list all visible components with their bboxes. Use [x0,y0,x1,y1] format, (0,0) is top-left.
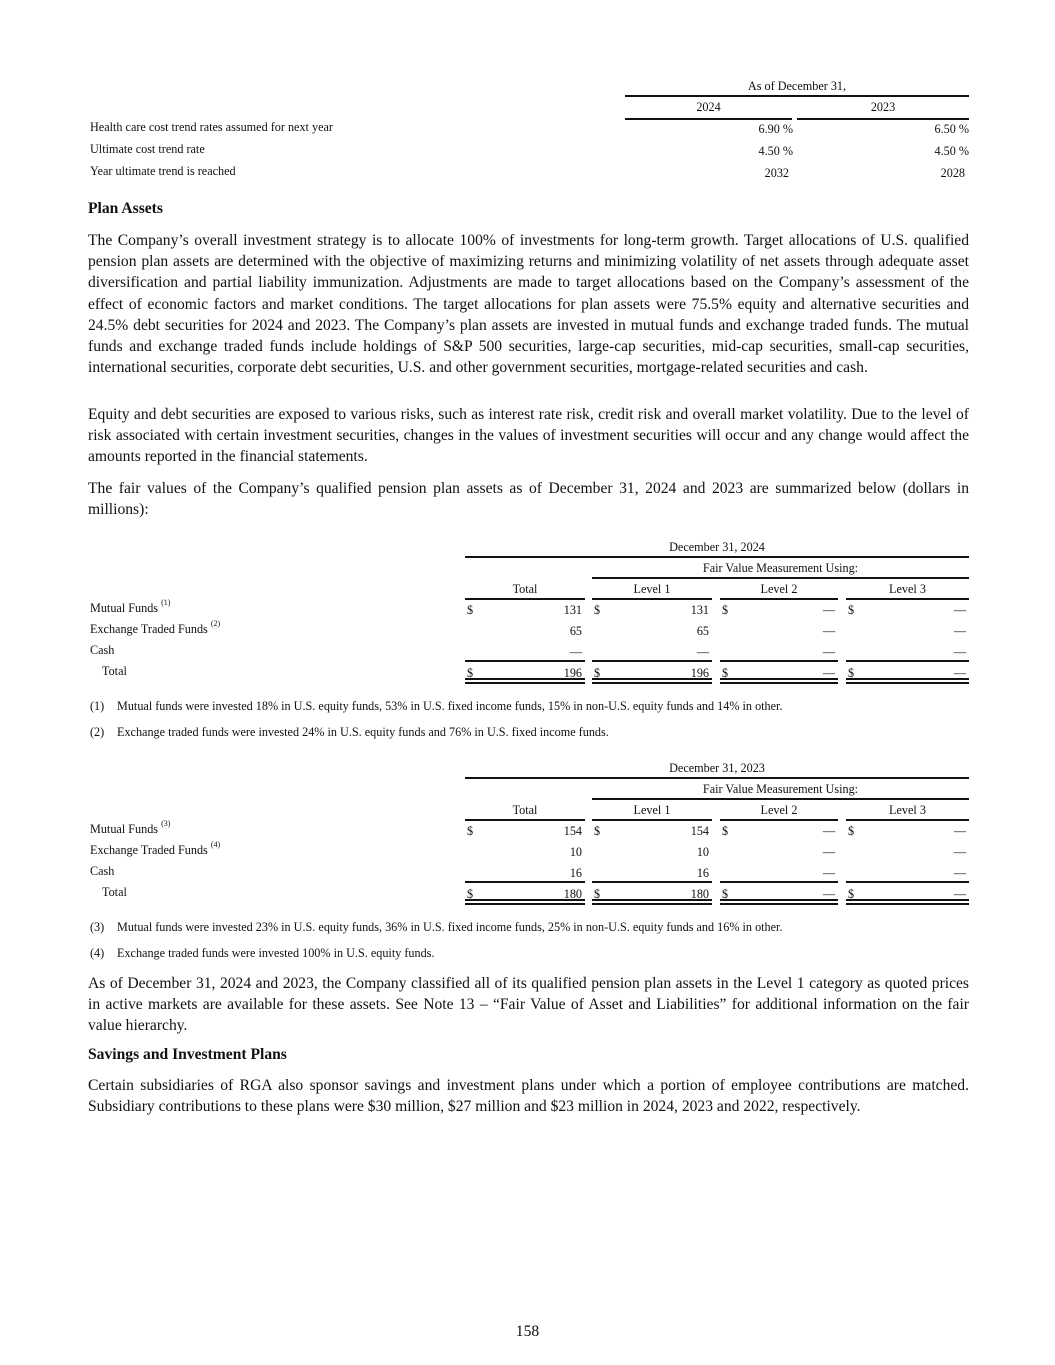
page-number: 158 [515,1323,540,1340]
cell-value: 10 [569,845,582,859]
row-label [90,819,171,837]
divider [465,777,969,779]
cell-value: 6.90 % [758,122,793,136]
column-header: 2023 [870,100,896,114]
row-label: Year ultimate trend is reached [90,164,236,178]
row-label [90,643,114,658]
footnote-text: Exchange traded funds were invested 100% in U.S. equity funds. [117,946,435,960]
footnote-text: Exchange traded funds were invested 24% in U.S. equity funds and 76% in U.S. fixed income funds. [117,725,609,739]
footnote [90,699,783,714]
paragraph-investment-strategy: The Company’s overall investment strategy is to allocate 100% of investments for long-term growth. Target allocations of U.S. qualified pension plan assets are determined with the objective of maximizing returns and minimizing volatility of net assets through adequate asset diversification and partial liability immunization. Adjustments are made to target allocations based on the Company’s assessment of the effect of economic factors and market conditions. The target allocations for plan assets were 75.5% equity and alternative securities and 24.5% debt securities for 2024 and 2023. The Company’s plan assets are invested in mutual funds and exchange traded funds. The mutual funds and exchange traded funds include holdings of S&P 500 securities, large-cap securities, mid-cap securities, small-cap securities, international securities, corporate debt securities, U.S. and other government securities, mortgage-related securities and cash. [88,232,969,377]
footnote-ref: (3) [161,819,171,828]
row-label [90,619,221,637]
fair-value-table-2023 [0,761,1055,961]
column-header: 2024 [696,100,721,114]
row-label-text: Total [102,664,127,678]
divider [465,819,585,821]
column-header: Level 3 [889,803,926,817]
footnote [90,920,783,935]
footnote-ref: (4) [210,840,221,849]
column-header: Level 3 [889,582,926,596]
column-header: Total [512,582,538,596]
currency-symbol: $ [722,824,729,838]
row-label: Ultimate cost trend rate [90,142,205,156]
cell-value: — [822,845,835,859]
table-sub-header: Fair Value Measurement Using: [702,561,859,575]
row-label [102,885,127,900]
divider [720,660,838,662]
currency-symbol: $ [467,887,474,901]
currency-symbol: $ [848,603,855,617]
row-label-text: Mutual Funds [90,822,159,836]
column-header: Level 2 [760,803,798,817]
footnote-number: (2) [90,725,105,739]
cell-value: 2032 [764,166,789,180]
column-header: Level 1 [633,582,671,596]
table-date-header: December 31, 2024 [669,540,765,554]
divider [592,798,969,800]
divider [592,660,712,662]
row-label-text: Total [102,885,127,899]
currency-symbol: $ [467,603,474,617]
section-heading-savings: Savings and Investment Plans [88,1046,287,1063]
row-label-text: Mutual Funds [90,601,159,615]
currency-symbol: $ [594,666,601,680]
currency-symbol: $ [722,666,729,680]
cell-value: 131 [563,603,582,617]
currency-symbol: $ [722,603,729,617]
cell-value: 4.50 % [758,144,793,158]
cell-value: — [953,845,966,859]
divider [592,881,712,883]
currency-symbol: $ [594,824,601,838]
cell-value: 180 [563,887,582,901]
cell-value: 65 [569,624,582,638]
row-label: Health care cost trend rates assumed for next year [90,120,333,134]
paragraph-level1-classification: As of December 31, 2024 and 2023, the Company classified all of its qualified pension plan assets in the Level 1 category as quoted prices in active markets are available for these assets. See Note 13 – “Fair Value of Asset and Liabilities” for additional information on the fair value hierarchy. [88,975,969,1035]
cell-value: 65 [696,624,709,638]
currency-symbol: $ [467,666,474,680]
cell-value: — [953,866,966,880]
cell-value: — [953,645,966,659]
divider [846,598,969,600]
cell-value: — [822,824,835,838]
currency-symbol: $ [594,887,601,901]
row-label [90,864,114,879]
divider [465,556,969,558]
cell-value: — [953,666,966,680]
table-date-header: December 31, 2023 [669,761,765,775]
paragraph-savings: Certain subsidiaries of RGA also sponsor savings and investment plans under which a portion of employee contributions are matched. Subsidiary contributions to these plans were $30 million, $27 million and $23 million in 2024, 2023 and 2022, respectively. [88,1077,969,1116]
cell-value: 4.50 % [934,144,969,158]
cell-value: — [953,603,966,617]
divider [465,598,585,600]
cell-value: 16 [569,866,582,880]
column-header: Level 1 [633,803,671,817]
cell-value: 196 [690,666,709,680]
divider [720,819,838,821]
cell-value: — [822,624,835,638]
divider [592,577,969,579]
cell-value: — [822,603,835,617]
cell-value: — [569,645,582,659]
cell-value: — [953,624,966,638]
cell-value: 16 [696,866,709,880]
paragraph-risks: Equity and debt securities are exposed to various risks, such as interest rate risk, credit risk and overall market volatility. Due to the level of risk associated with certain investment securities, changes in the values of investment securities will occur and any change would affect the amounts reported in the financial statements. [88,406,969,466]
row-label [90,598,171,616]
paragraph-fair-values-intro: The fair values of the Company’s qualified pension plan assets as of December 31, 2024 and 2023 are summarized below (dollars in millions): [88,480,969,519]
row-label-text: Exchange Traded Funds [90,622,208,636]
column-header: Level 2 [760,582,798,596]
cell-value: — [953,887,966,901]
divider [720,881,838,883]
currency-symbol: $ [848,824,855,838]
footnote [90,946,434,961]
table-sub-header: Fair Value Measurement Using: [702,782,859,796]
currency-symbol: $ [848,666,855,680]
footnote-text: Mutual funds were invested 23% in U.S. equity funds, 36% in U.S. fixed income funds, 25% in non-U.S. equity funds and 16% in other. [117,920,783,934]
cell-value: 131 [690,603,709,617]
currency-symbol: $ [594,603,601,617]
divider [592,598,712,600]
cell-value: 154 [563,824,582,838]
cell-value: — [822,666,835,680]
cell-value: 154 [690,824,709,838]
footnote-number: (1) [90,699,105,713]
cell-value: 2028 [940,166,965,180]
footnote-ref: (2) [210,619,221,628]
cell-value: 6.50 % [934,122,969,136]
cell-value: 196 [563,666,582,680]
divider [846,881,969,883]
fair-value-table-2024 [0,540,1055,740]
divider [465,660,585,662]
row-label-text: Cash [90,864,115,878]
cell-value: — [953,824,966,838]
cell-value: — [822,866,835,880]
divider [797,118,969,120]
divider [592,819,712,821]
row-label [102,664,127,679]
currency-symbol: $ [722,887,729,901]
divider [465,881,585,883]
footnote [90,725,609,740]
section-heading-plan-assets: Plan Assets [88,200,163,217]
row-label [90,840,221,858]
cell-value: 180 [690,887,709,901]
divider [625,95,969,97]
row-label-text: Cash [90,643,115,657]
footnote-number: (4) [90,946,105,960]
footnote-text: Mutual funds were invested 18% in U.S. equity funds, 53% in U.S. fixed income funds, 15% in non-U.S. equity funds and 14% in other. [117,699,783,713]
currency-symbol: $ [848,887,855,901]
divider [720,598,838,600]
cell-value: 10 [696,845,709,859]
footnote-ref: (1) [161,598,171,607]
currency-symbol: $ [467,824,474,838]
footnote-number: (3) [90,920,105,934]
row-label-text: Exchange Traded Funds [90,843,208,857]
divider [625,118,792,120]
cell-value: — [822,645,835,659]
cell-value: — [696,645,709,659]
table-group-header: As of December 31, [747,79,847,93]
divider [846,660,969,662]
cell-value: — [822,887,835,901]
divider [846,819,969,821]
column-header: Total [512,803,538,817]
